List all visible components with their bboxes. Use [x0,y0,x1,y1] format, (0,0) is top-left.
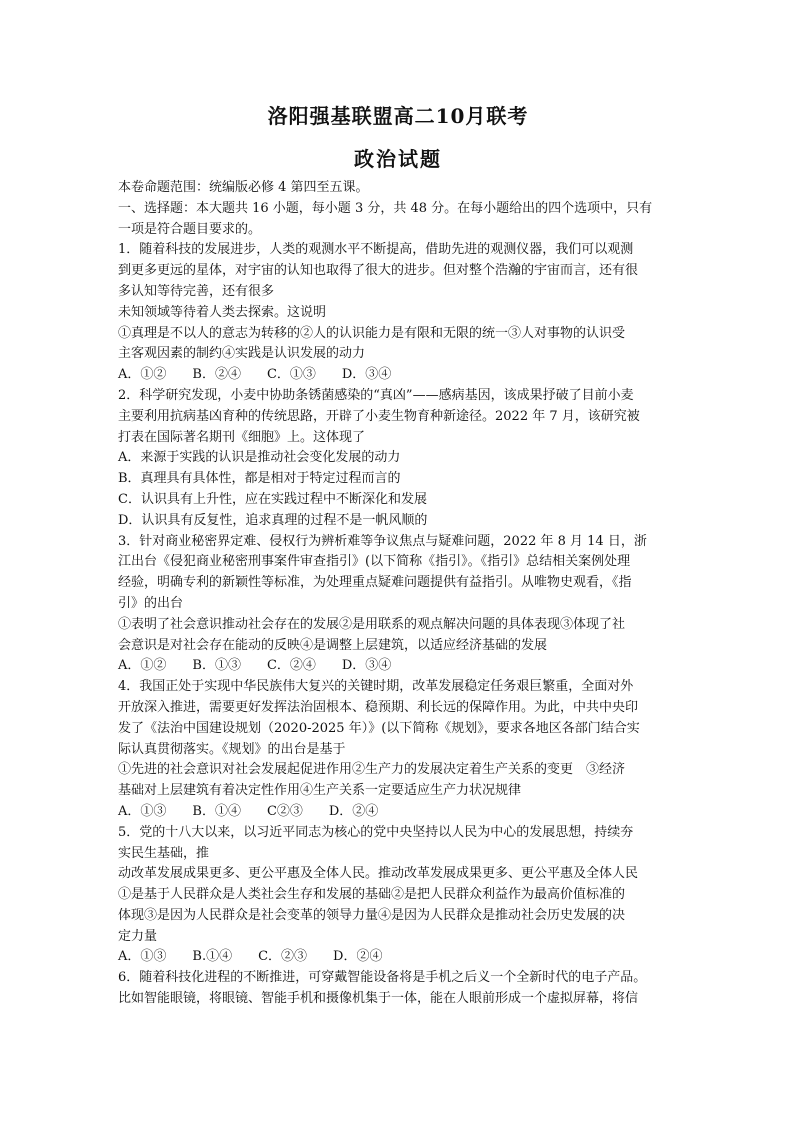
text-line: A．①③ B．①④ C②③ D．②④ [118,803,379,819]
text-line: A．①③ B.①④ C．②③ D．②④ [118,949,383,965]
text-line: 定力量 [118,928,158,944]
text-line: 6．随着科技化进程的不断推进，可穿戴智能设备将是手机之后义一个全新时代的电子产品。 [118,970,647,986]
text-line: 动改革发展成果更多、更公平惠及全体人民。推动改革发展成果更多、更公平惠及全体人民 [118,866,639,882]
text-line: 江出台《侵犯商业秘密刑事案件审查指引》(以下简称《指引》。《指引》总结相关案例处理 [118,554,631,570]
text-line: C．认识具有上升性，应在实践过程中不断深化和发展 [118,491,427,507]
text-line: 会意识是对社会存在能动的反映④是调整上层建筑，以适应经济基础的发展 [118,637,548,653]
text-line: 开放深入推进，需要更好发挥法治固根本、稳预期、利长远的保障作用。为此，中共中央印 [118,699,639,715]
text-line: 实民生基础，推 [118,845,210,861]
text-line: ①是基于人民群众是人类社会生存和发展的基础②是把人民群众利益作为最高价值标准的 [118,887,626,903]
exam-body [118,178,678,1010]
text-line: D．认识具有反复性，追求真理的过程不是一帆风顺的 [118,512,428,528]
text-line: 1．随着科技的发展进步，人类的观测水平不断提高，借助先进的观测仪器，我们可以观测 [118,242,634,258]
text-line: 发了《法治中国建设规划（2020-2025 年）》(以下简称《规划》，要求各地区各部门结合实 [118,720,640,736]
text-line: A．①② B．②④ C．①③ D．③④ [118,367,392,383]
text-line: 多认知等待完善，还有很多 [118,283,275,299]
text-line: A．来源于实践的认识是推动社会变化发展的动力 [118,450,401,466]
text-line: 一项是符合题目要求的。 [118,221,262,237]
text-line: 4．我国正处于实现中华民族伟大复兴的关键时期，改革发展稳定任务艰巨繁重，全面对外 [118,679,634,695]
exam-page [118,100,678,1010]
text-line: 3．针对商业秘密界定难、侵权行为辨析难等争议焦点与疑难问题，2022 年 8 月 14 日，浙 [118,533,647,549]
text-line: 体现③是因为人民群众是社会变革的领导力量④是因为人民群众是推动社会历史发展的决 [118,907,626,923]
text-line: B．真理具有具体性，都是相对于特定过程而言的 [118,471,401,487]
text-line: 比如智能眼镜，将眼镜、智能手机和摄像机集于一体，能在人眼前形成一个虚拟屏幕，将信 [118,991,639,1007]
exam-subject: 政治试题 [354,147,442,171]
text-line: 引》的出台 [118,595,184,611]
text-line: 经验，明确专利的新颖性等标准，为处理重点疑难问题提供有益指引。从唯物史观看，《指 [118,575,632,591]
text-line: 2．科学研究发现，小麦中协助条锈菌感染的“真凶”——感病基因，该成果抒破了目前小麦 [118,387,634,403]
text-line: 际认真贯彻落实。《规划》的出台是基于 [118,741,346,757]
text-line: ①表明了社会意识推动社会存在的发展②是用联系的观点解决问题的具体表现③体现了社 [118,616,626,632]
text-line: 5．党的十八大以来，以习近平同志为核心的党中央坚持以人民为中心的发展思想，持续夯 [118,824,634,840]
exam-title: 洛阳强基联盟高二10月联考 [267,104,529,128]
text-line: 基础对上层建筑有着决定性作用④生产关系一定要适应生产力状况规律 [118,783,522,799]
text-line: 到更多更远的星体，对宇宙的认知也取得了很大的进步。但对整个浩瀚的宇宙而言，还有很 [118,263,639,279]
text-line: 主客观因素的制约④实践是认识发展的动力 [118,346,366,362]
text-line: ①真理是不以人的意志为转移的②人的认识能力是有限和无限的统一③人对事物的认识受 [118,325,626,341]
text-line: 本卷命题范围：统编版必修 4 第四至五课。 [118,180,369,195]
text-line: 未知领域等待着人类去探索。这说明 [118,304,327,320]
text-line: A．①② B．①③ C．②④ D．③④ [118,658,392,674]
text-line: 打表在国际著名期刊《细胞》上。这体现了 [118,429,366,445]
text-line: 一、选择题：本大题共 16 小题，每小题 3 分，共 48 分。在每小题给出的四个选项中，只有 [118,200,653,216]
text-line: ①先进的社会意识对社会发展起促进作用②生产力的发展决定着生产关系的变更 ③经济 [118,762,626,778]
text-line: 主要利用抗病基凶育种的传统思路，开辟了小麦生物育种新途径。2022 年 7 月，该研究被 [118,408,640,424]
